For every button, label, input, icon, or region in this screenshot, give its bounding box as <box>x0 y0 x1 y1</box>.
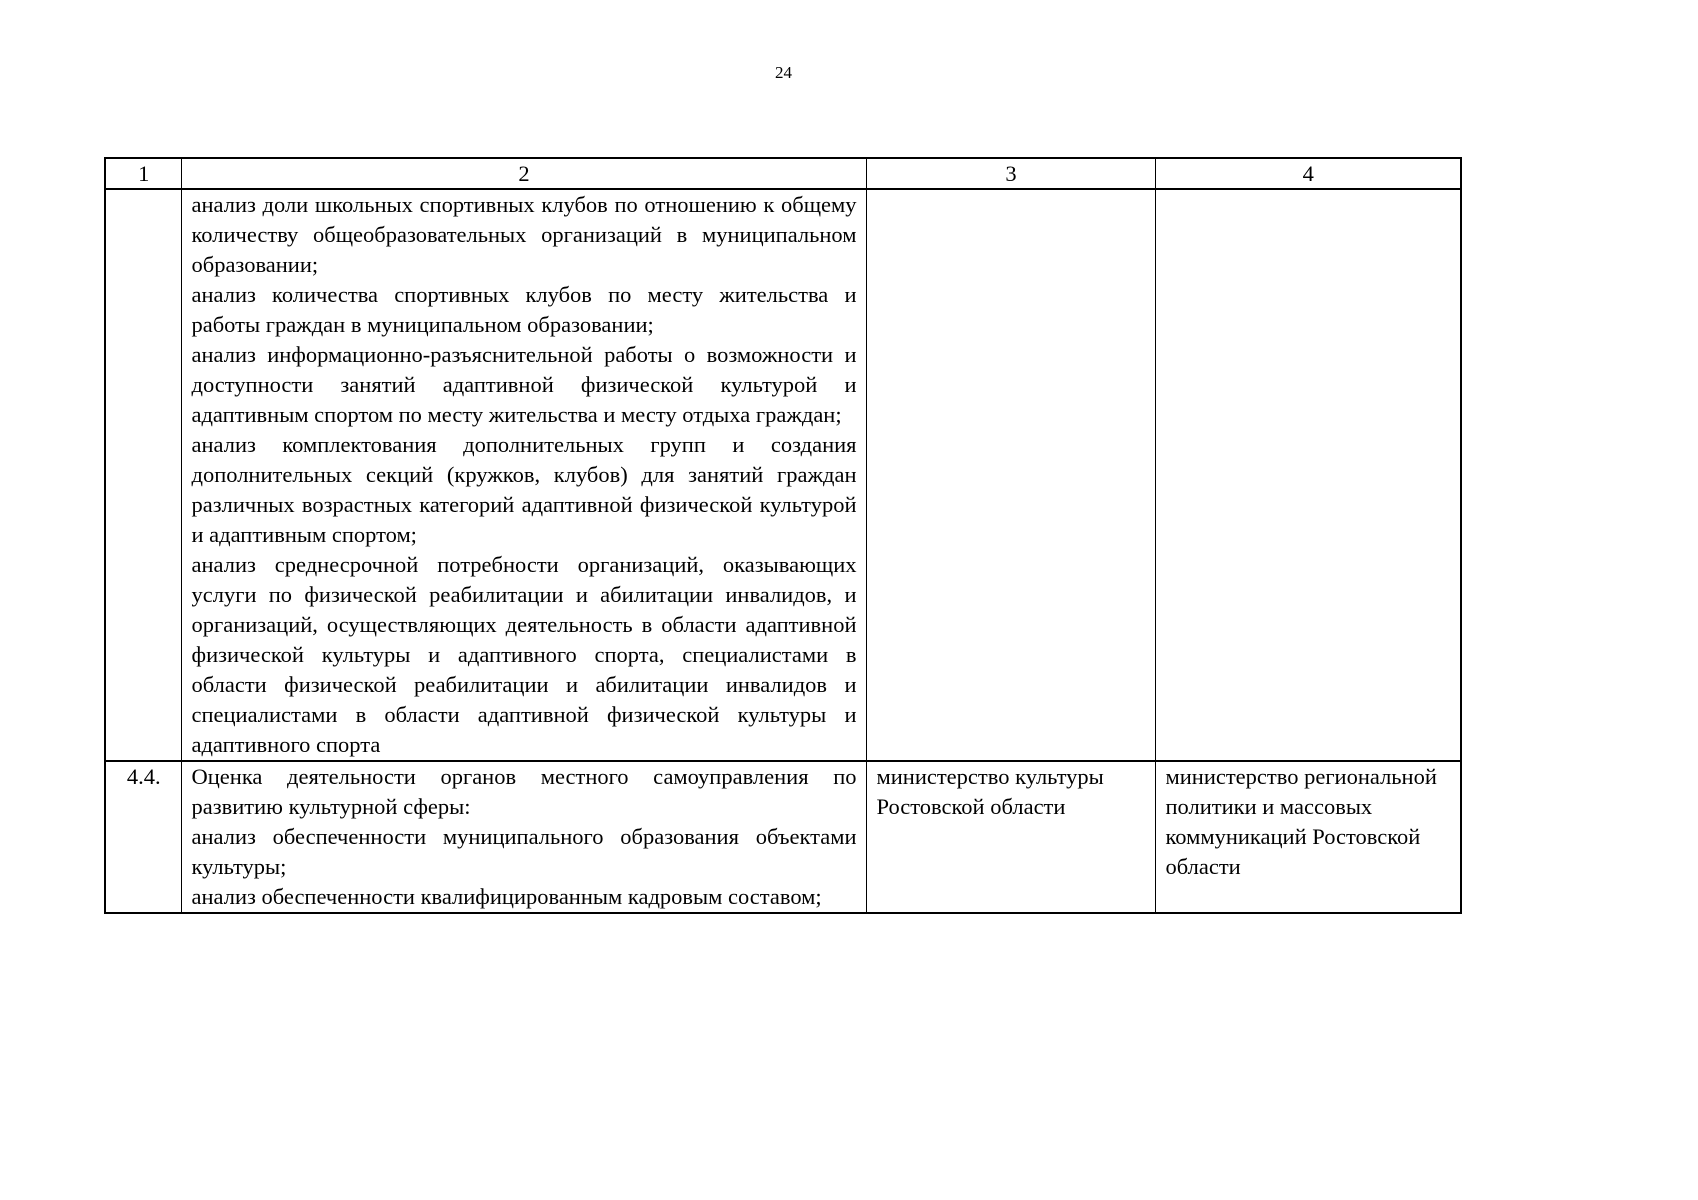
header-cell-1: 1 <box>105 158 181 189</box>
header-cell-3: 3 <box>866 158 1155 189</box>
responsible-text: министерство культуры Ростовской области <box>876 764 1104 819</box>
responsible-cell <box>866 189 1155 761</box>
description-cell <box>181 189 866 761</box>
description-paragraph: анализ информационно-разъяснительной работы о возможности и доступности занятий адаптивной физической культурой и адаптивным спортом по месту жительства и месту отдыха граждан; <box>191 342 857 427</box>
description-paragraph: анализ обеспеченности муниципального образования объектами культуры; <box>191 824 857 879</box>
table-body <box>105 189 1461 913</box>
description-paragraph: анализ количества спортивных клубов по месту жительства и работы граждан в муниципальном образовании; <box>191 282 857 337</box>
description-cell <box>181 761 866 913</box>
co-executor-cell <box>1155 761 1461 913</box>
description-block <box>192 190 857 760</box>
description-paragraph: Оценка деятельности органов местного самоуправления по развитию культурной сферы: <box>191 764 857 819</box>
co-executor-text: министерство региональной политики и массовых коммуникаций Ростовской области <box>1165 764 1437 879</box>
table-header <box>105 158 1461 189</box>
header-row <box>105 158 1461 189</box>
description-paragraph: анализ доли школьных спортивных клубов по отношению к общему количеству общеобразовательных организаций в муниципальном образовании; <box>191 192 857 277</box>
row-number-cell <box>105 189 181 761</box>
description-paragraph: анализ среднесрочной потребности организаций, оказывающих услуги по физической реабилитации и абилитации инвалидов, и организаций, осуществляющих деятельность в области адаптивной физической культуры и адаптивного спорта, специалистами в области физической реабилитации и абилитации инвалидов и специалистами в области адаптивной физической культуры и адаптивного спорта <box>191 552 857 757</box>
responsible-cell <box>866 761 1155 913</box>
row-number-cell: 4.4. <box>105 761 181 913</box>
description-paragraph: анализ обеспеченности квалифицированным кадровым составом; <box>191 884 822 909</box>
page-number: 24 <box>775 63 792 82</box>
co-executor-cell <box>1155 189 1461 761</box>
measures-table <box>104 157 1462 914</box>
table-row <box>105 761 1461 913</box>
header-cell-4: 4 <box>1155 158 1461 189</box>
table-row <box>105 189 1461 761</box>
description-paragraph: анализ комплектования дополнительных групп и создания дополнительных секций (кружков, клубов) для занятий граждан различных возрастных категорий адаптивной физической культурой и адаптивным спортом; <box>191 432 857 547</box>
header-cell-2: 2 <box>181 158 866 189</box>
description-block <box>192 762 857 912</box>
